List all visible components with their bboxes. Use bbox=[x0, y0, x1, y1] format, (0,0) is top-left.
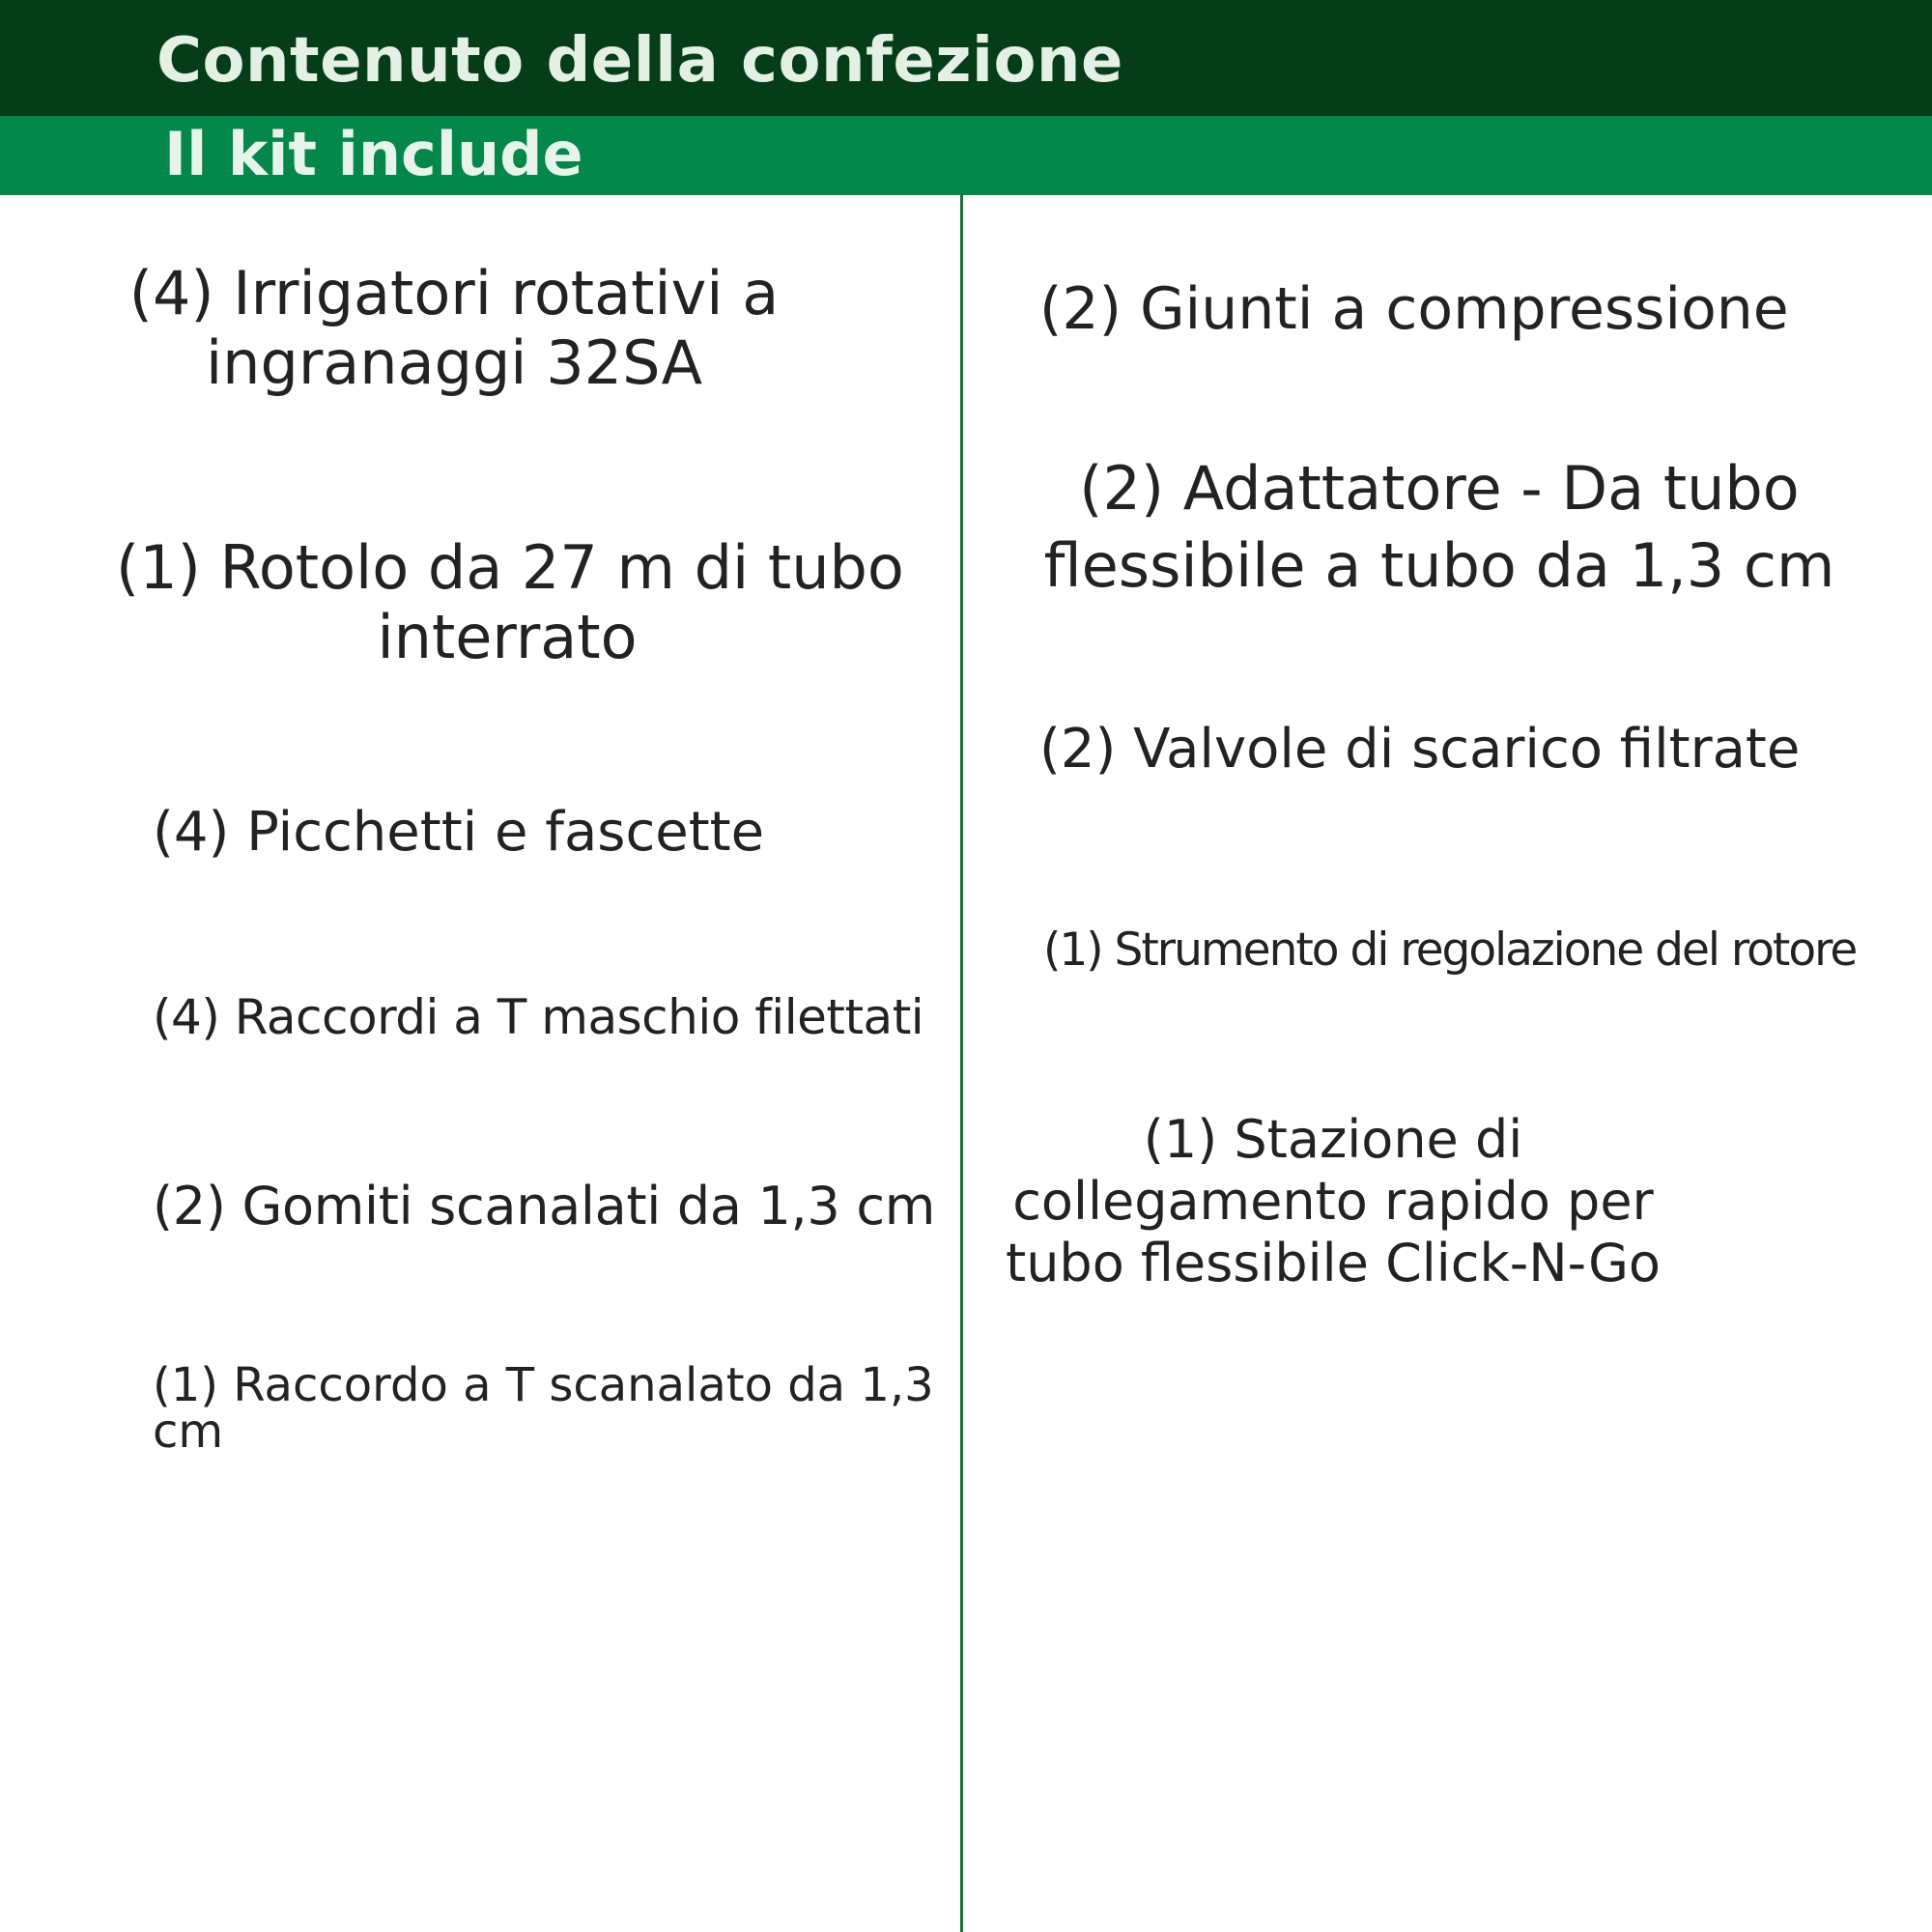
kit-item-line: (2) Valvole di scarico filtrate bbox=[1039, 718, 1801, 781]
page-subtitle: Il kit include bbox=[0, 116, 1932, 195]
kit-item-barbed-elbows bbox=[153, 1175, 935, 1238]
kit-item-line: (2) Adattatore - Da tubo bbox=[1079, 453, 1800, 524]
kit-item-compression-fittings bbox=[1039, 274, 1789, 344]
kit-item-line: (1) Strumento di regolazione del rotore bbox=[1043, 923, 1857, 977]
kit-item-line: (1) Raccordo a T scanalato da 1,3 bbox=[153, 1358, 934, 1412]
kit-item-line: cm bbox=[153, 1405, 224, 1459]
kit-item-hose-adapter bbox=[1024, 450, 1855, 605]
kit-item-tubing-roll bbox=[116, 532, 904, 672]
kit-item-male-tees bbox=[153, 988, 923, 1046]
kit-item-line: (4) Picchetti e fascette bbox=[153, 801, 765, 864]
page-title: Contenuto della confezione bbox=[0, 0, 1932, 116]
kit-item-line: (1) Stazione di bbox=[1143, 1109, 1523, 1170]
kit-item-line: flessibile a tubo da 1,3 cm bbox=[1043, 530, 1835, 601]
kit-item-drain-valves bbox=[1039, 717, 1800, 782]
kit-item-barbed-tee bbox=[153, 1358, 934, 1459]
kit-item-line: (2) Gomiti scanalati da 1,3 cm bbox=[153, 1176, 936, 1236]
column-divider bbox=[960, 195, 963, 1932]
kit-item-line: (4) Irrigatori rotativi a bbox=[128, 258, 780, 328]
kit-item-quick-connect-station bbox=[985, 1109, 1681, 1294]
kit-item-rotor-tool bbox=[1043, 920, 1856, 981]
kit-item-sprinklers bbox=[116, 259, 792, 398]
kit-item-line: collegamento rapido per bbox=[1012, 1171, 1654, 1232]
kit-item-line: (4) Raccordi a T maschio filettati bbox=[153, 989, 924, 1045]
kit-item-line: (1) Rotolo da 27 m di tubo bbox=[116, 532, 904, 603]
kit-item-line: (2) Giunti a compressione bbox=[1039, 275, 1789, 343]
kit-item-line: ingranaggi 32SA bbox=[205, 327, 703, 398]
kit-item-line: tubo flessibile Click-N-Go bbox=[1006, 1233, 1661, 1293]
kit-item-stakes-clamps bbox=[153, 800, 764, 866]
kit-item-line: interrato bbox=[377, 602, 638, 672]
